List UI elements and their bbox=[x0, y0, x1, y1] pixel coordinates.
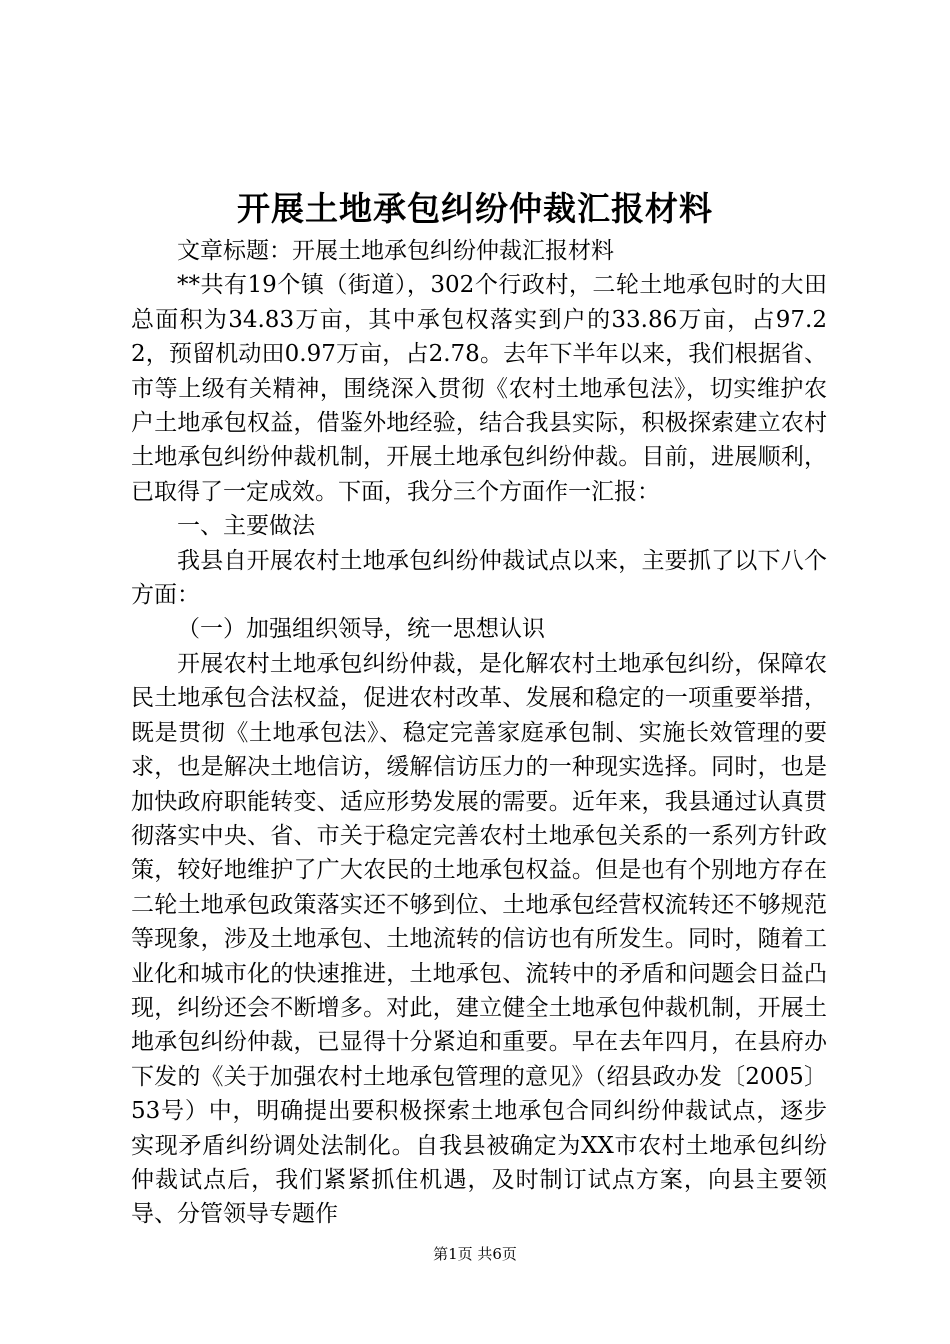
article-title-paragraph: 文章标题：开展土地承包纠纷仲裁汇报材料 bbox=[177, 238, 614, 264]
document-title: 开展土地承包纠纷仲裁汇报材料 bbox=[237, 189, 713, 228]
page-number-footer: 第1页 共6页 bbox=[433, 1245, 517, 1263]
body-paragraph: **共有19个镇（街道），302个行政村，二轮土地承包时的大田总面积为34.83万亩，其中承包权落实到户的33.86万亩，占97.22，预留机动田0.97万亩，占2.78。去年下半年以来，我们根据省、市等上级有关精神，围绕深入贯彻《农村土地承包法》，切实维护农户土地承包权益，借鉴外地经验，结合我县实际，积极探索建立农村土地承包纠纷仲裁机制，开展土地承包纠纷仲裁。目前，进展顺利，已取得了一定成效。下面，我分三个方面作一汇报： bbox=[131, 272, 827, 505]
document-body bbox=[131, 234, 827, 1232]
body-paragraph: 我县自开展农村土地承包纠纷仲裁试点以来，主要抓了以下八个方面： bbox=[131, 547, 827, 609]
subsection-heading: （一）加强组织领导，统一思想认识 bbox=[177, 616, 545, 643]
section-heading: 一、主要做法 bbox=[177, 513, 315, 540]
body-paragraph: 开展农村土地承包纠纷仲裁，是化解农村土地承包纠纷，保障农民土地承包合法权益，促进农村改革、发展和稳定的一项重要举措，既是贯彻《土地承包法》、稳定完善家庭承包制、实施长效管理的要求，也是解决土地信访，缓解信访压力的一种现实选择。同时，也是加快政府职能转变、适应形势发展的需要。近年来，我县通过认真贯彻落实中央、省、市关于稳定完善农村土地承包关系的一系列方针政策，较好地维护了广大农民的土地承包权益。但是也有个别地方存在二轮土地承包政策落实还不够到位、土地承包经营权流转还不够规范等现象，涉及土地承包、土地流转的信访也有所发生。同时，随着工业化和城市化的快速推进，土地承包、流转中的矛盾和问题会日益凸现，纠纷还会不断增多。对此，建立健全土地承包仲裁机制，开展土地承包纠纷仲裁，已显得十分紧迫和重要。早在去年四月，在县府办下发的《关于加强农村土地承包管理的意见》（绍县政办发〔2005〕53号）中，明确提出要积极探索土地承包合同纠纷仲裁试点，逐步实现矛盾纠纷调处法制化。自我县被确定为XX市农村土地承包纠纷仲裁试点后，我们紧紧抓住机遇，及时制订试点方案，向县主要领导、分管领导专题作 bbox=[131, 650, 827, 1228]
